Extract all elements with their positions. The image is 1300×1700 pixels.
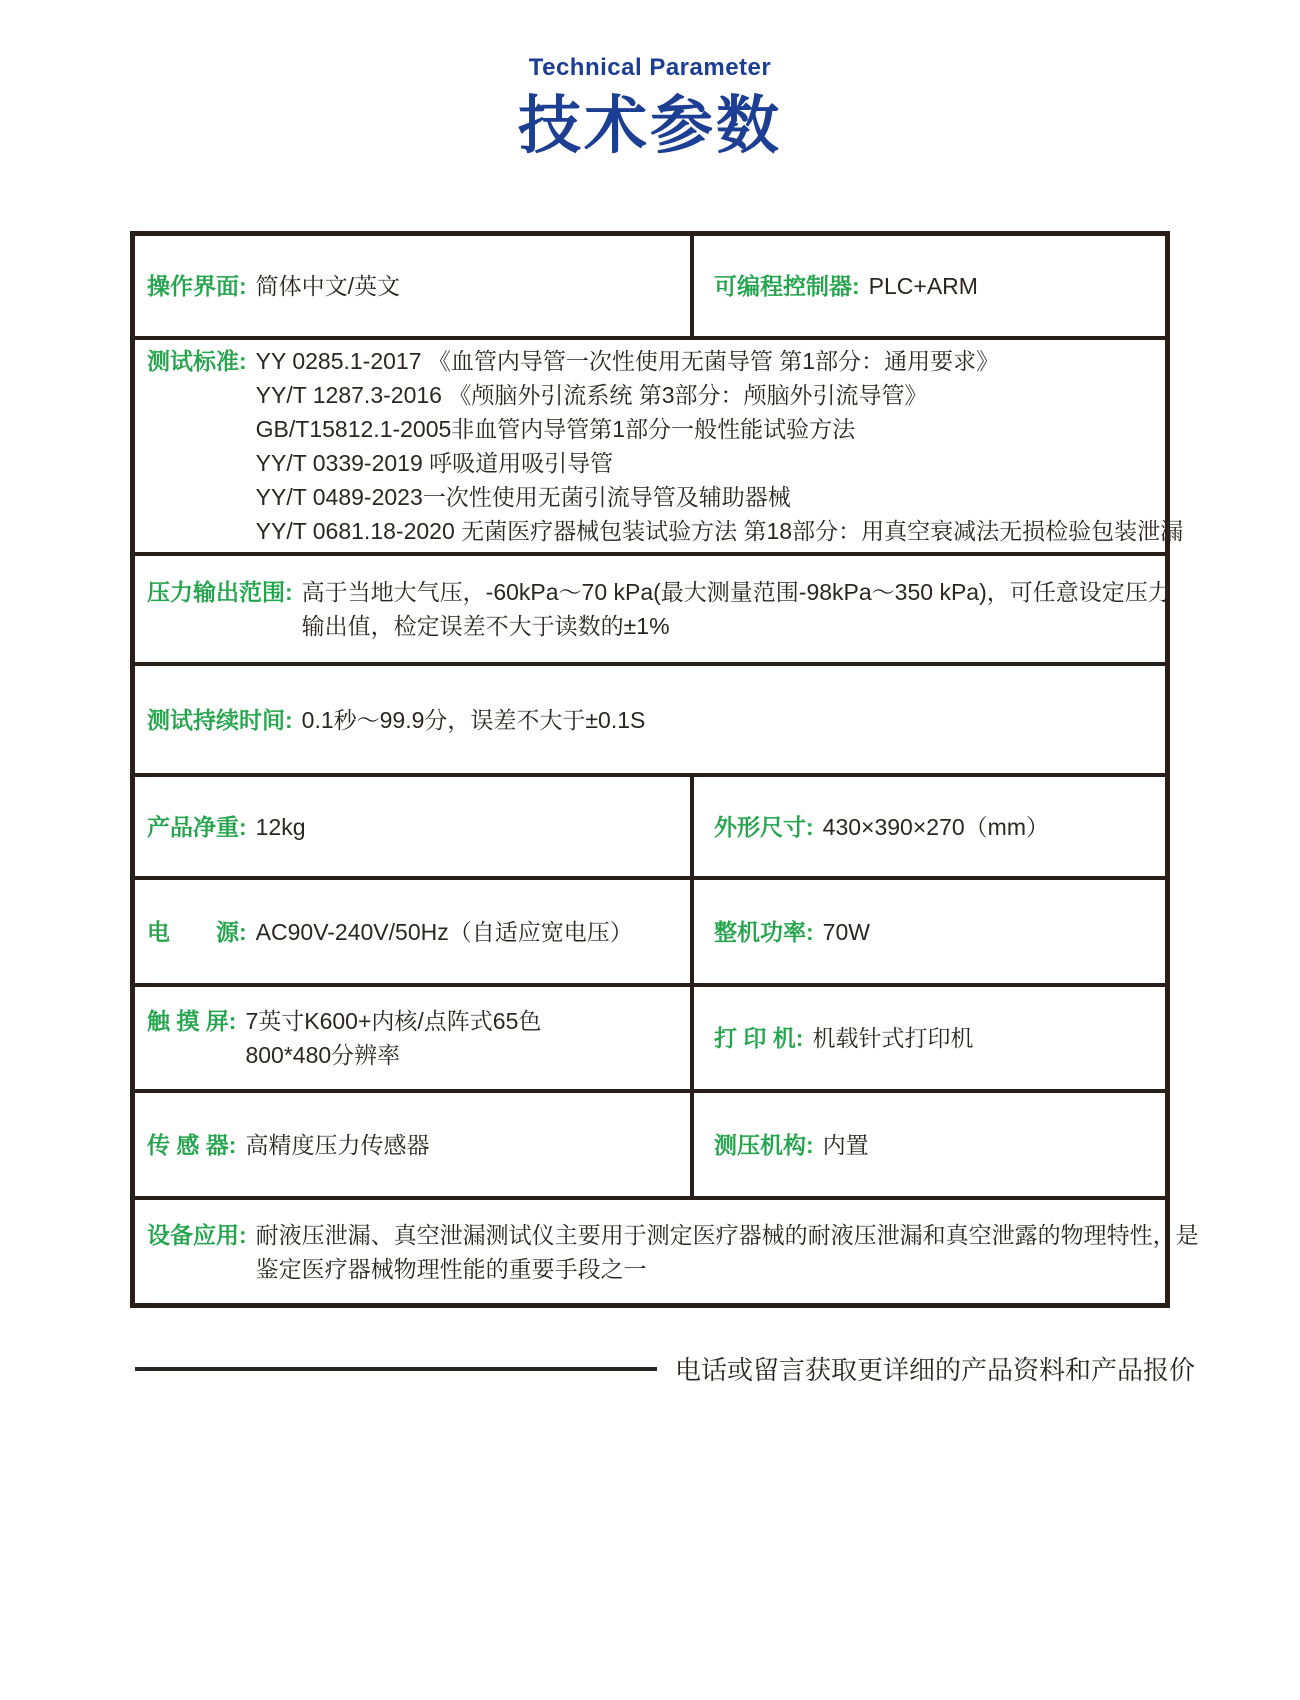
spec-cell [690, 880, 1165, 983]
spec-cell [135, 556, 1171, 662]
page-title: 技术参数 [518, 91, 782, 161]
footer-divider-line [135, 1367, 657, 1371]
spec-value: 高于当地大气压，-60kPa～70 kPa(最大测量范围-98kPa～350 kPa)，可任意设定压力 输出值，检定误差不大于读数的±1% [301, 579, 1171, 640]
spec-value: YY 0285.1-2017 《血管内导管一次性使用无菌导管 第1部分：通用要求》 YY/T 1287.3-2016 《颅脑外引流系统 第3部分：颅脑外引流导管》 GB/T15812.1-2005非血管内导管第1部分一般性能试验方法 YY/T 0339-2019 呼吸道用吸引导管 YY/T 0489-2023一次性使用无菌引流导管及辅助器械 YY/T 0681.18-2020 无菌医疗器械包装试验方法 第18部分：用真空衰减法无损检验包装泄漏 [255, 348, 1184, 545]
spec-cell [135, 236, 690, 336]
spec-value: 0.1秒～99.9分，误差不大于±0.1S [301, 706, 646, 733]
spec-row-test-standards [135, 336, 1184, 552]
spec-value: 简体中文/英文 [255, 273, 401, 300]
spec-value: 高精度压力传感器 [245, 1131, 430, 1158]
spec-value: 耐液压泄漏、真空泄漏测试仪主要用于测定医疗器械的耐液压泄漏和真空泄露的物理特性，是 鉴定医疗器械物理性能的重要手段之一 [255, 1221, 1199, 1282]
spec-cell [135, 666, 1165, 773]
footer [135, 1350, 1196, 1387]
spec-row-interface-controller [135, 236, 1165, 336]
spec-label: 测试持续时间: [147, 706, 293, 733]
spec-label: 电 源: [147, 918, 247, 945]
spec-label: 触 摸 屏: [147, 1008, 237, 1035]
spec-cell [135, 340, 1184, 552]
spec-row-test-duration [135, 662, 1165, 773]
spec-value: 机载针式打印机 [812, 1025, 974, 1052]
spec-value: 7英寸K600+内核/点阵式65色 800*480分辨率 [245, 1008, 542, 1069]
spec-label: 产品净重: [147, 813, 247, 840]
spec-row-weight-dimensions [135, 773, 1165, 876]
spec-value: 12kg [255, 813, 306, 840]
spec-row-touchscreen-printer [135, 983, 1165, 1089]
spec-label: 压力输出范围: [147, 579, 293, 606]
spec-row-pressure-output-range [135, 552, 1171, 662]
spec-row-sensor-pressure-unit [135, 1089, 1165, 1196]
spec-label: 测压机构: [714, 1131, 814, 1158]
footer-note: 电话或留言获取更详细的产品资料和产品报价 [675, 1355, 1196, 1386]
spec-label: 测试标准: [147, 348, 247, 375]
spec-table [130, 231, 1199, 1308]
spec-label: 整机功率: [714, 918, 814, 945]
spec-label: 可编程控制器: [714, 273, 860, 300]
spec-row-power-supply [135, 876, 1165, 983]
spec-label: 打 印 机: [714, 1025, 804, 1052]
page-header [135, 0, 1165, 161]
spec-cell [690, 987, 1165, 1089]
spec-cell [690, 1093, 1165, 1196]
spec-label: 操作界面: [147, 273, 247, 300]
spec-cell [135, 880, 690, 983]
spec-value: 70W [822, 918, 870, 945]
spec-value: 430×390×270（mm） [822, 813, 1049, 840]
spec-cell [135, 987, 690, 1089]
spec-value: AC90V-240V/50Hz（自适应宽电压） [255, 918, 633, 945]
spec-cell [135, 1200, 1199, 1303]
spec-cell [690, 236, 1165, 336]
spec-value: 内置 [822, 1131, 869, 1158]
spec-label: 设备应用: [147, 1221, 247, 1248]
spec-label: 传 感 器: [147, 1131, 237, 1158]
spec-label: 外形尺寸: [714, 813, 814, 840]
spec-row-application [135, 1196, 1199, 1303]
spec-cell [690, 777, 1165, 876]
spec-value: PLC+ARM [868, 273, 978, 300]
spec-cell [135, 1093, 690, 1196]
subtitle-en: Technical Parameter [528, 54, 772, 81]
spec-cell [135, 777, 690, 876]
